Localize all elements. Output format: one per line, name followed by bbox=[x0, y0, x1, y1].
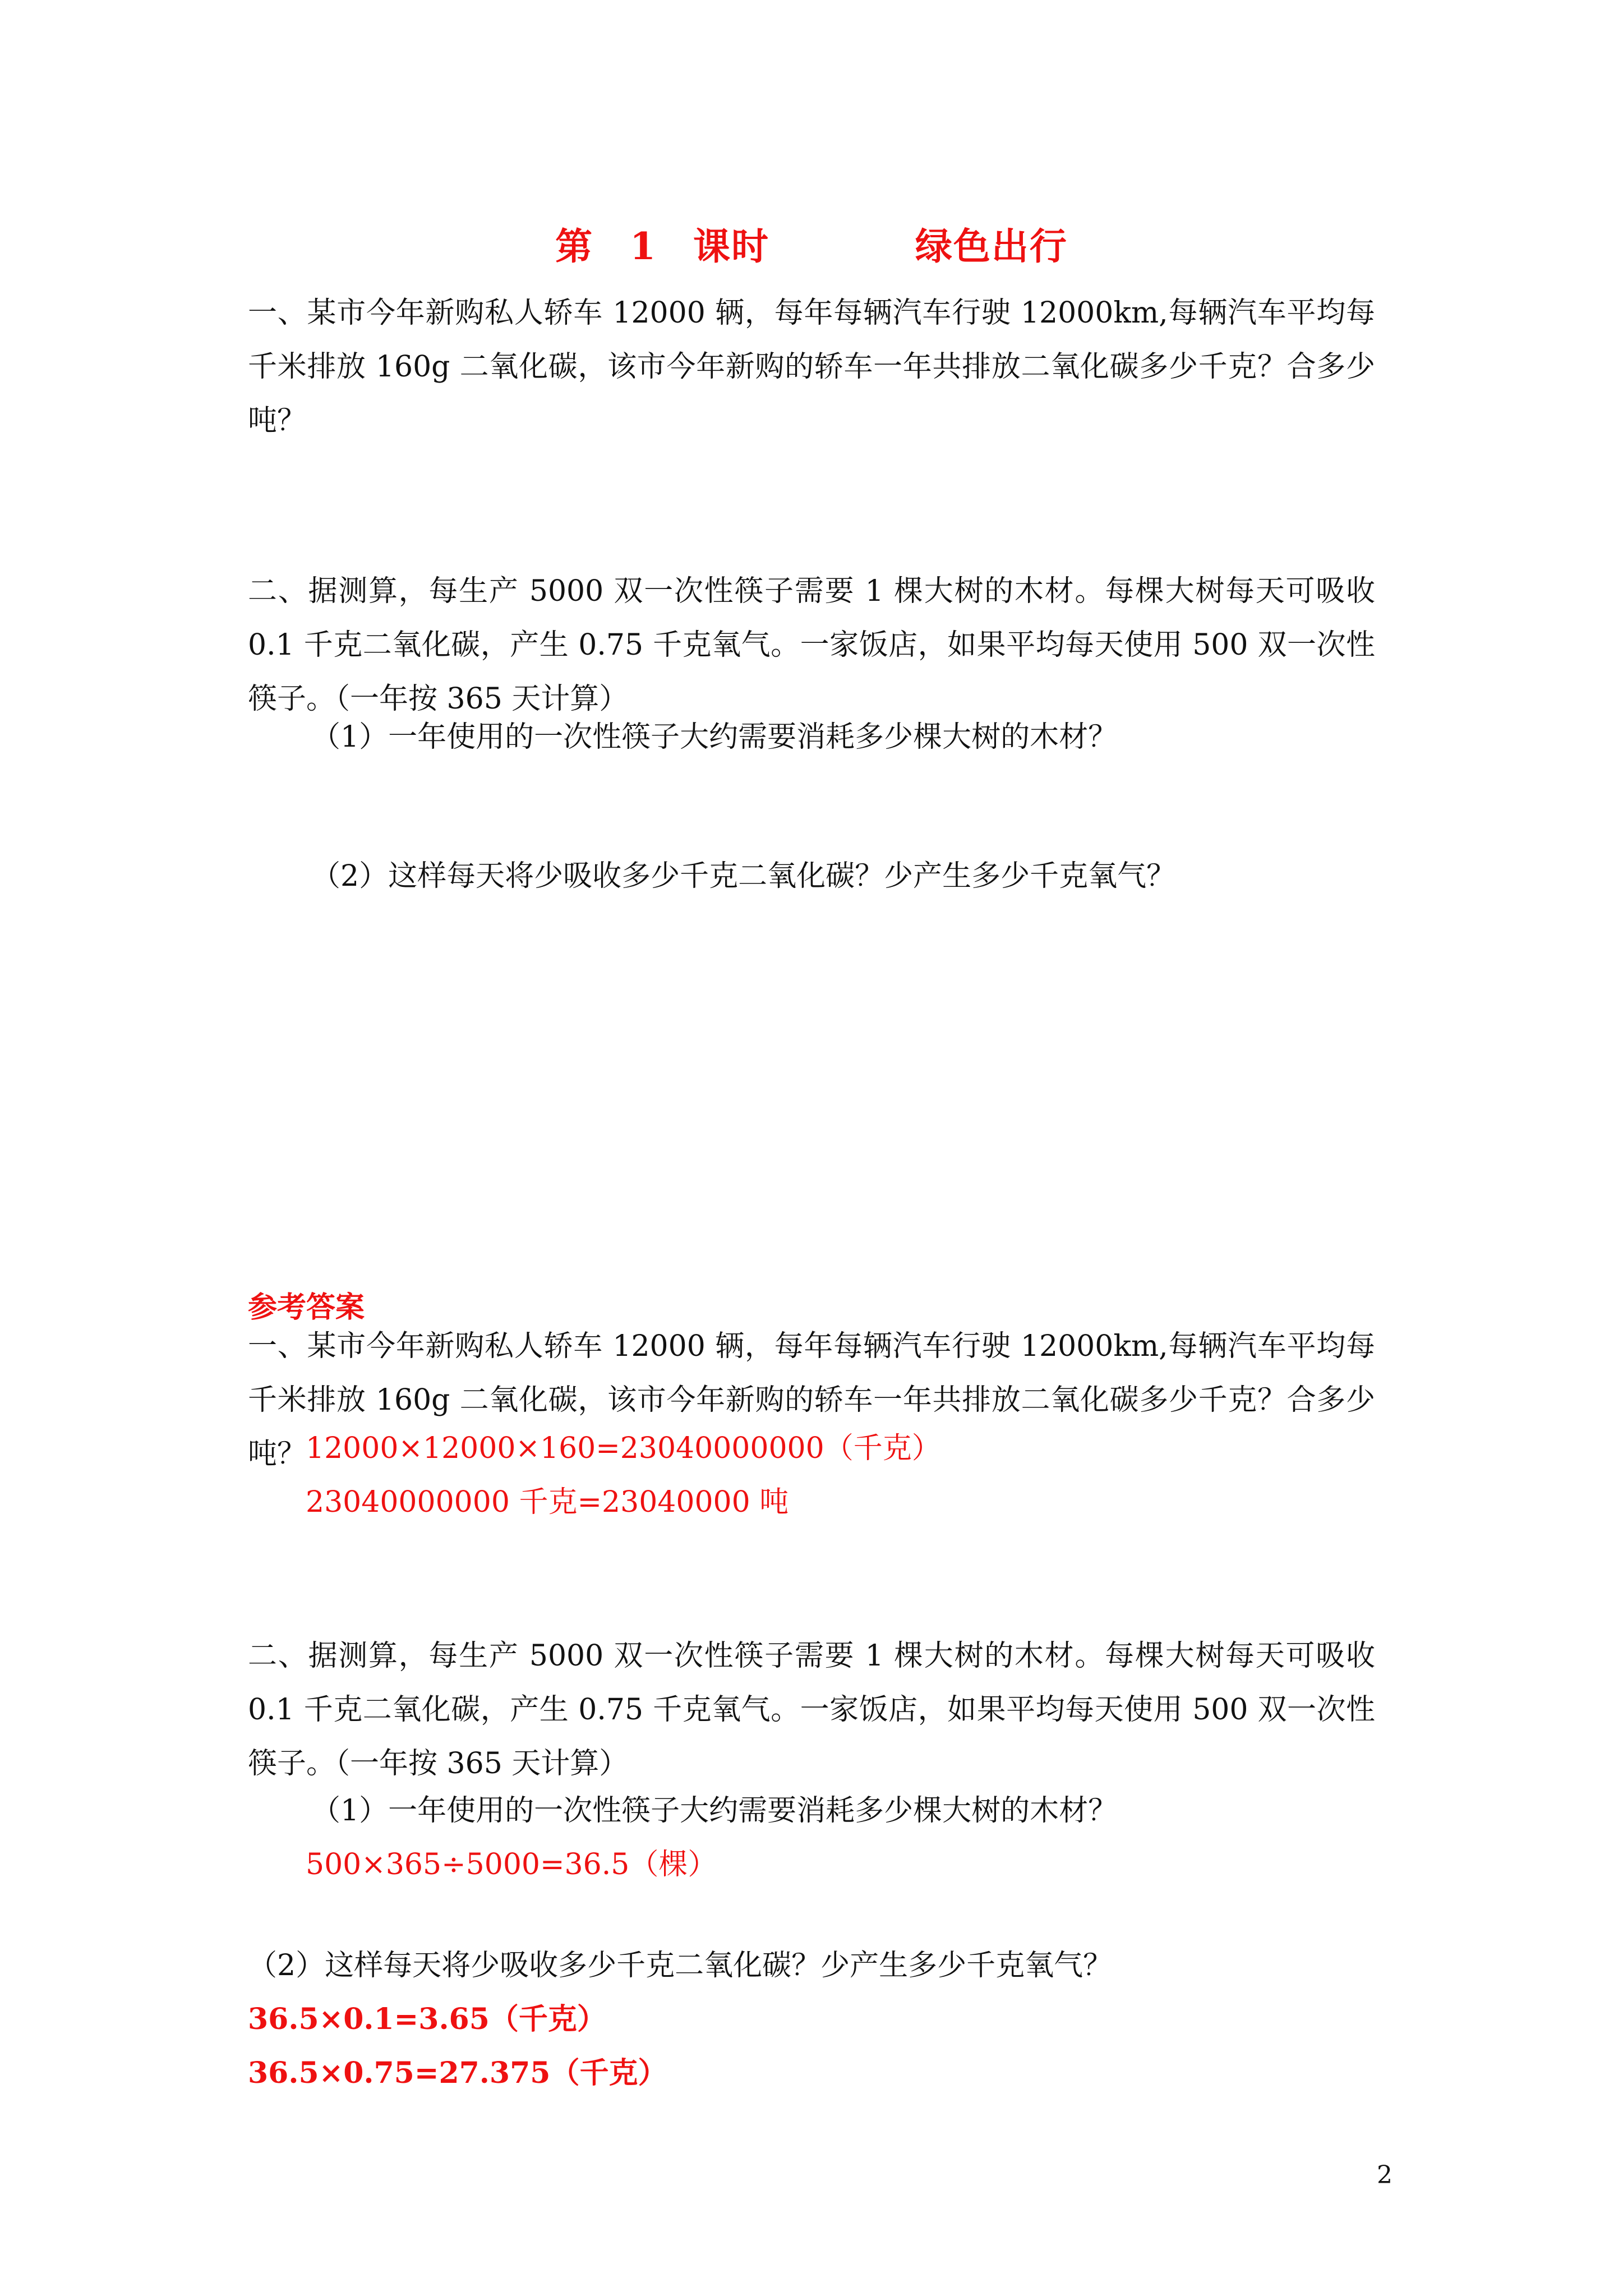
answer-question-2-text: 二、据测算，每生产 5000 双一次性筷子需要 1 棵大树的木材。每棵大树每天可吸收 0.1 千克二氧化碳，产生 0.75 千克氧气。一家饭店，如果平均每天使用 500 双一次性筷子。（一年按 365 天计算） bbox=[248, 1639, 1375, 1780]
answer-2-part-2-line-2: 36.5×0.75=27.375（千克） bbox=[248, 2056, 667, 2090]
answer-2-part-1: 500×365÷5000=36.5（棵） bbox=[306, 1848, 717, 1881]
answers-heading: 参考答案 bbox=[248, 1290, 365, 1324]
page-title: 第 1 课时 绿色出行 bbox=[555, 224, 1068, 268]
question-1-text: 一、某市今年新购私人轿车 12000 辆，每年每辆汽车行驶 12000km,每辆汽车平均每千米排放 160g 二氧化碳，该市今年新购的轿车一年共排放二氧化碳多少千克？合多少吨？ bbox=[248, 296, 1375, 438]
answer-question-1-text: 一、某市今年新购私人轿车 12000 辆，每年每辆汽车行驶 12000km,每辆汽车平均每千米排放 160g 二氧化碳，该市今年新购的轿车一年共排放二氧化碳多少千克？合多少吨？ bbox=[248, 1329, 1375, 1471]
answer-1-line-1: 12000×12000×160=23040000000（千克） bbox=[306, 1432, 941, 1465]
answer-question-2-part-2: （2）这样每天将少吸收多少千克二氧化碳？少产生多少千克氧气？ bbox=[248, 1949, 1113, 1982]
question-2-part-2: （2）这样每天将少吸收多少千克二氧化碳？少产生多少千克氧气？ bbox=[311, 859, 1176, 893]
question-2-part-1: （1）一年使用的一次性筷子大约需要消耗多少棵大树的木材？ bbox=[311, 720, 1118, 754]
question-2-text: 二、据测算，每生产 5000 双一次性筷子需要 1 棵大树的木材。每棵大树每天可吸收 0.1 千克二氧化碳，产生 0.75 千克氧气。一家饭店，如果平均每天使用 500 双一次性筷子。（一年按 365 天计算） bbox=[248, 574, 1375, 716]
page-number: 2 bbox=[1377, 2161, 1393, 2189]
answer-2-part-2-line-1: 36.5×0.1=3.65（千克） bbox=[248, 2002, 606, 2036]
answer-question-2-part-1: （1）一年使用的一次性筷子大约需要消耗多少棵大树的木材？ bbox=[311, 1794, 1118, 1828]
answer-1-line-2: 23040000000 千克=23040000 吨 bbox=[306, 1485, 789, 1519]
